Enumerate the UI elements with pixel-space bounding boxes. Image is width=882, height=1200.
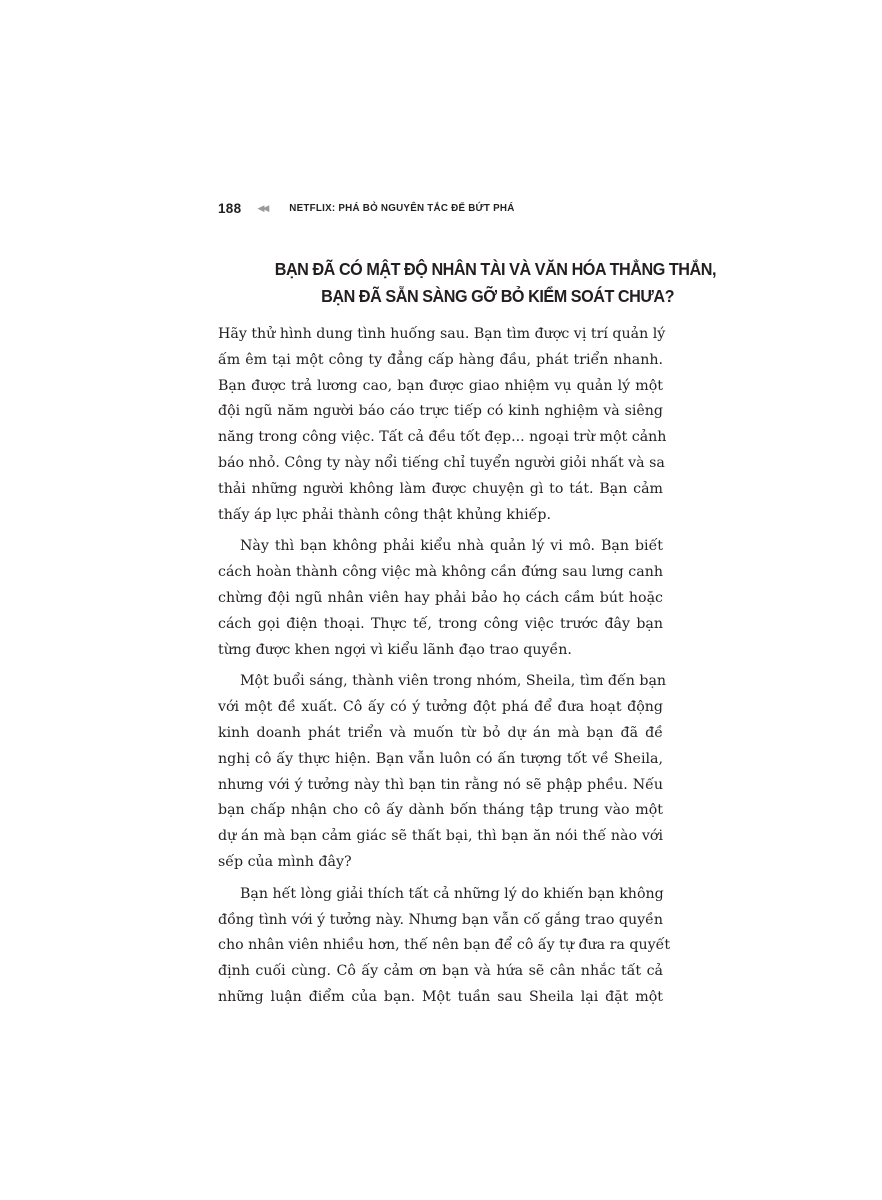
paragraph [218, 669, 667, 875]
text-line: cách gọi điện thoại. Thực tế, trong công việc trước đây bạn [218, 615, 663, 632]
paragraph [218, 882, 671, 1011]
text-line: ấm êm tại một công ty đẳng cấp hàng đầu, phát triển nhanh. [218, 351, 663, 368]
text-line: Này thì bạn không phải kiểu nhà quản lý vi mô. Bạn biết [240, 538, 663, 555]
running-title: NETFLIX: PHÁ BỎ NGUYÊN TẮC ĐỂ BỨT PHÁ [289, 202, 515, 214]
text-line: Một buổi sáng, thành viên trong nhóm, Sheila, tìm đến bạn [240, 673, 667, 690]
text-line: năng trong công việc. Tất cả đều tốt đẹp... ngoại trừ một cảnh [218, 429, 667, 446]
page-number: 188 [218, 200, 242, 216]
text-line: cho nhân viên nhiều hơn, thế nên bạn để cô ấy tự đưa ra quyết [218, 937, 671, 954]
section-heading-line: BẠN ĐÃ CÓ MẬT ĐỘ NHÂN TÀI VÀ VĂN HÓA THẲNG THẮN, [274, 259, 717, 279]
text-line: đồng tình với ý tưởng này. Nhưng bạn vẫn cố gắng trao quyền [218, 911, 663, 928]
text-line: kinh doanh phát triển và muốn từ bỏ dự án mà bạn đã đề [218, 724, 663, 741]
text-line: Bạn hết lòng giải thích tất cả những lý do khiến bạn không [240, 885, 664, 902]
double-arrow-left-icon: ◀◀ [257, 202, 268, 213]
text-line: thấy áp lực phải thành công thật khủng khiếp. [218, 506, 551, 523]
section-heading-line: BẠN ĐÃ SẴN SÀNG GỠ BỎ KIỂM SOÁT CHƯA? [321, 286, 674, 306]
text-line: đội ngũ năm người báo cáo trực tiếp có kinh nghiệm và siêng [218, 403, 663, 420]
text-line: dự án mà bạn cảm giác sẽ thất bại, thì bạn ăn nói thế nào với [218, 828, 663, 845]
text-line: sếp của mình đây? [218, 853, 352, 870]
text-line: Bạn được trả lương cao, bạn được giao nhiệm vụ quản lý một [218, 377, 663, 394]
text-line: Hãy thử hình dung tình huống sau. Bạn tìm được vị trí quản lý [218, 326, 666, 342]
text-line: với một đề xuất. Cô ấy có ý tưởng đột phá để đưa hoạt động [218, 699, 663, 716]
text-line: nghị cô ấy thực hiện. Bạn vẫn luôn có ấn tượng tốt về Sheila, [218, 750, 663, 767]
section-heading [274, 256, 717, 310]
text-line: bạn chấp nhận cho cô ấy dành bốn tháng tập trung vào một [218, 802, 663, 819]
text-line: nhưng với ý tưởng này thì bạn tin rằng nó sẽ phập phều. Nếu [218, 776, 663, 793]
text-line: thải những người không làm được chuyện gì to tát. Bạn cảm [218, 480, 663, 497]
paragraph [218, 534, 663, 663]
text-line: chừng đội ngũ nhân viên hay phải bảo họ cách cầm bút hoặc [218, 589, 663, 606]
running-header [218, 198, 678, 218]
text-line: định cuối cùng. Cô ấy cảm ơn bạn và hứa sẽ cân nhắc tất cả [218, 963, 663, 980]
body-text [218, 322, 671, 1017]
paragraph [218, 322, 667, 528]
text-line: báo nhỏ. Công ty này nổi tiếng chỉ tuyển người giỏi nhất và sa [218, 454, 665, 471]
text-line: những luận điểm của bạn. Một tuần sau Sheila lại đặt một [218, 988, 663, 1005]
text-line: cách hoàn thành công việc mà không cần đứng sau lưng canh [218, 564, 663, 581]
text-line: từng được khen ngợi vì kiểu lãnh đạo trao quyền. [218, 641, 572, 658]
